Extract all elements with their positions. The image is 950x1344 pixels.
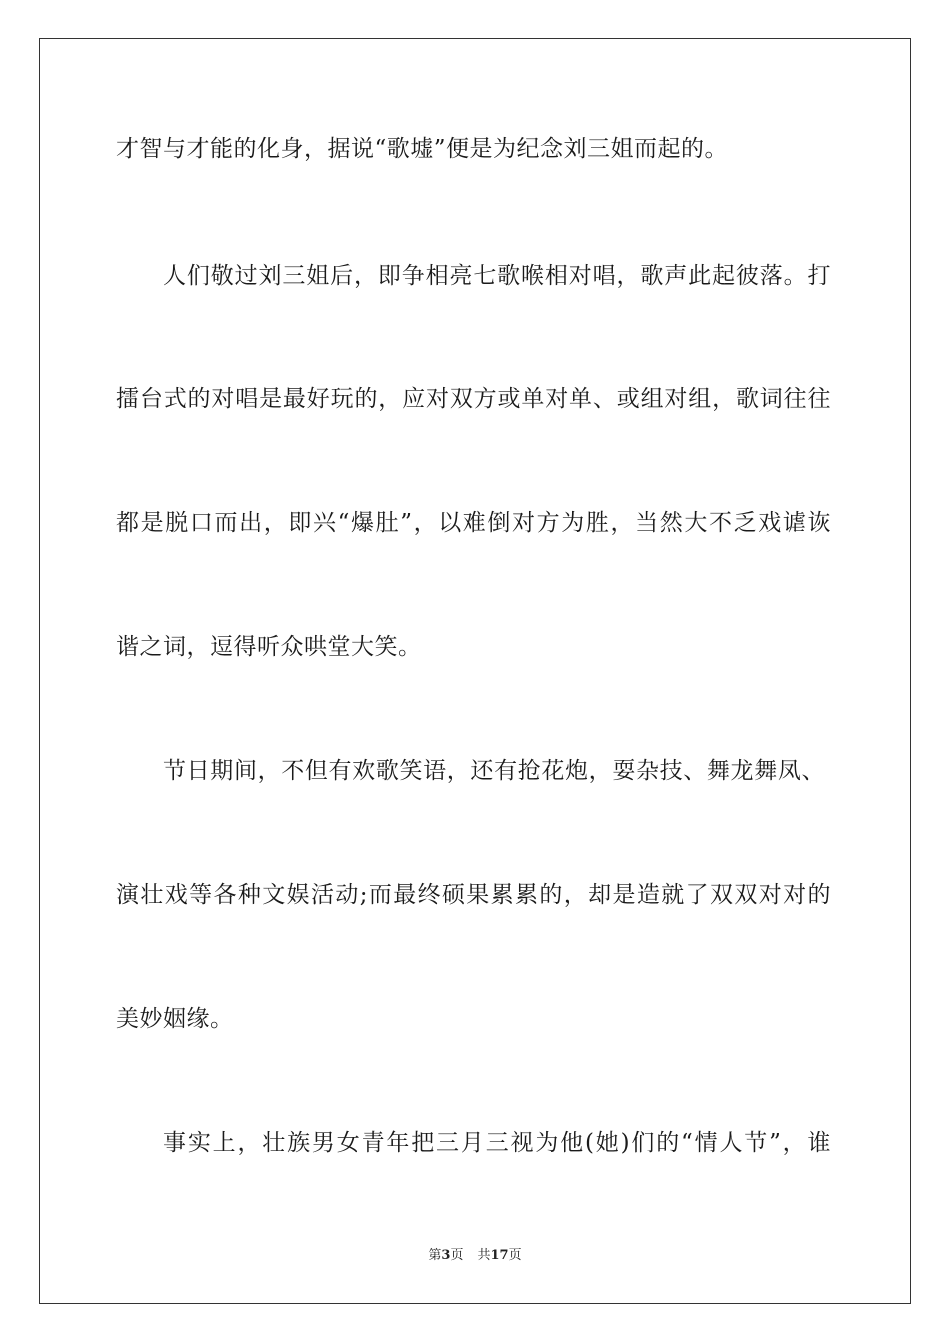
page-border — [39, 38, 911, 1304]
page-suffix: 页 — [450, 1248, 464, 1263]
total-suffix: 页 — [508, 1248, 522, 1263]
text-line-2: 人们敬过刘三姐后，即争相亮七歌喉相对唱，歌声此起彼落。打 — [163, 263, 831, 289]
text-line-5: 谐之词，逗得听众哄堂大笑。 — [116, 634, 422, 660]
text-line-3: 擂台式的对唱是最好玩的，应对双方或单对单、或组对组，歌词往往 — [116, 386, 831, 412]
total-pages: 17 — [490, 1248, 509, 1263]
text-line-4: 都是脱口而出，即兴“爆肚”，以难倒对方为胜，当然大不乏戏谑诙 — [116, 510, 831, 536]
text-line-1: 才智与才能的化身，据说“歌墟”便是为纪念刘三姐而起的。 — [116, 136, 729, 162]
total-prefix: 共 — [477, 1248, 491, 1263]
text-line-9: 事实上，壮族男女青年把三月三视为他(她)们的“情人节”，谁 — [163, 1130, 831, 1156]
text-line-6: 节日期间，不但有欢歌笑语，还有抢花炮，耍杂技、舞龙舞凤、 — [163, 758, 825, 784]
page-prefix: 第 — [428, 1248, 442, 1263]
text-line-8: 美妙姻缘。 — [116, 1006, 234, 1032]
page-footer — [0, 1247, 950, 1265]
text-line-7: 演壮戏等各种文娱活动;而最终硕果累累的，却是造就了双双对对的 — [116, 882, 831, 908]
page-number: 3 — [441, 1248, 451, 1263]
